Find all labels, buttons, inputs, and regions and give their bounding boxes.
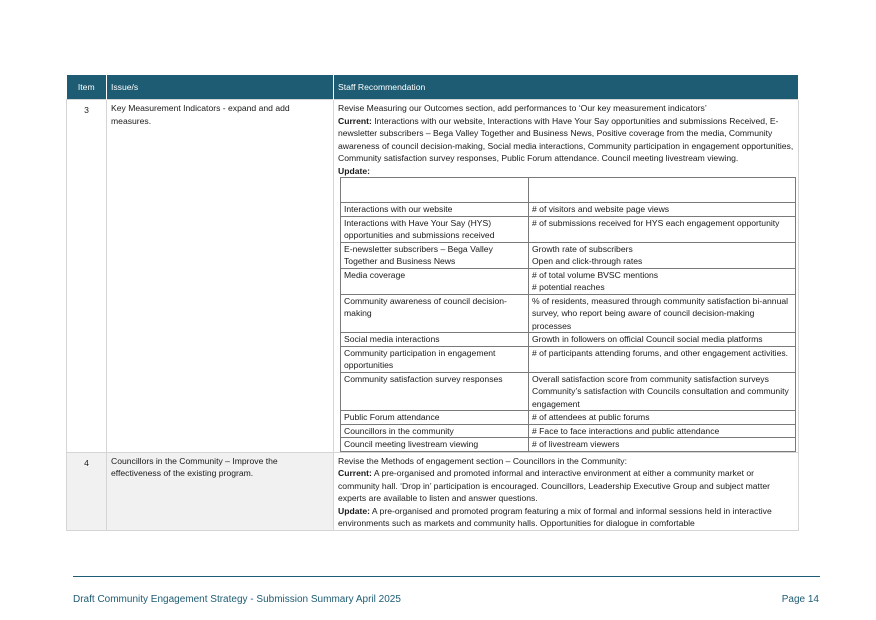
kmi-table [340, 177, 796, 452]
kmi-measure [529, 242, 796, 268]
kmi-indicator: Councillors in the community [341, 424, 529, 438]
kmi-measure [529, 411, 796, 425]
recommendation-current [338, 115, 794, 165]
kmi-row [341, 294, 796, 333]
kmi-indicator: Community satisfaction survey responses [341, 372, 529, 411]
kmi-indicator: Council meeting livestream viewing [341, 438, 529, 452]
kmi-indicator: Community participation in engagement opportunities [341, 346, 529, 372]
page-number: Page 14 [781, 594, 819, 605]
kmi-measure [529, 268, 796, 294]
table-header-row [67, 75, 799, 100]
kmi-row [341, 216, 796, 242]
kmi-row [341, 372, 796, 411]
table-row [67, 452, 799, 530]
row-recommendation [334, 100, 799, 453]
recommendation-update [338, 505, 794, 530]
update-text: A pre-organised and promoted program featuring a mix of formal and informal sessions held in interactive environments such as markets and community halls. Opportunities for dialogue in comfortable [338, 505, 772, 528]
kmi-row [341, 411, 796, 425]
current-label: Current: [338, 115, 372, 126]
kmi-measure-line: # of total volume BVSC mentions [532, 269, 659, 280]
recommendation-intro: Revise Measuring our Outcomes section, add performances to ‘Our key measurement indicators’ [338, 103, 707, 113]
row-recommendation [334, 452, 799, 530]
kmi-indicator: Media coverage [341, 268, 529, 294]
update-label: Update: [338, 165, 370, 176]
footer-divider [73, 576, 820, 577]
kmi-measure-line: # Face to face interactions and public attendance [532, 425, 720, 436]
row-item-number: 3 [67, 100, 107, 453]
kmi-measure [529, 424, 796, 438]
kmi-row [341, 203, 796, 217]
current-text: A pre-organised and promoted informal and interactive environment at either a community market or community hall. ‘Drop in’ participation is encouraged. Councillors, Leadership Executive Group and subject matter experts are available to listen and answer questions. [338, 468, 770, 503]
kmi-indicator: Interactions with our website [341, 203, 529, 217]
kmi-measure [529, 372, 796, 411]
kmi-measure [529, 346, 796, 372]
recommendation-intro: Revise the Methods of engagement section – Councillors in the Community: [338, 455, 627, 466]
table-row [67, 100, 799, 453]
header-recommendation: Staff Recommendation [334, 75, 799, 100]
kmi-row [341, 268, 796, 294]
recommendation-current [338, 467, 794, 505]
kmi-measure [529, 203, 796, 217]
kmi-measure-line: # of submissions received for HYS each engagement opportunity [532, 217, 780, 228]
kmi-header-indicator: Key measurement indicators [341, 178, 529, 203]
header-issues: Issue/s [107, 75, 334, 100]
footer-title: Draft Community Engagement Strategy - Submission Summary April 2025 [73, 594, 401, 605]
kmi-header-measure: Performance measurements [529, 178, 796, 203]
kmi-indicator: Public Forum attendance [341, 411, 529, 425]
kmi-measure [529, 438, 796, 452]
update-label: Update: [338, 505, 370, 516]
kmi-row [341, 346, 796, 372]
current-label: Current: [338, 468, 372, 478]
kmi-indicator: E-newsletter subscribers – Bega Valley Together and Business News [341, 242, 529, 268]
kmi-measure-line: # of livestream viewers [532, 439, 620, 449]
kmi-row [341, 424, 796, 438]
kmi-row [341, 333, 796, 347]
kmi-measure-line: # of attendees at public forums [532, 412, 650, 422]
kmi-measure-line: Growth rate of subscribers [532, 243, 633, 254]
header-item: Item [67, 75, 107, 100]
kmi-measure [529, 294, 796, 333]
kmi-measure [529, 216, 796, 242]
kmi-indicator: Social media interactions [341, 333, 529, 347]
row-issue: Key Measurement Indicators - expand and add measures. [107, 100, 334, 453]
kmi-row [341, 438, 796, 452]
kmi-indicator: Community awareness of council decision-making [341, 294, 529, 333]
kmi-row [341, 242, 796, 268]
kmi-measure-line: Overall satisfaction score from community satisfaction surveys [532, 373, 769, 384]
kmi-measure-line: Open and click-through rates [532, 256, 643, 266]
kmi-measure-line: Growth in followers on official Council social media platforms [532, 334, 763, 344]
kmi-measure-line: # of visitors and website page views [532, 204, 670, 214]
current-text: Interactions with our website, Interactions with Have Your Say opportunities and submissions Received, E-newsletter subscribers – Bega Valley Together and Business News, Positive coverage from the media, Community awareness of council decision-making, Social media interactions, Community participation in engagement opportunities, Community satisfaction survey responses, Public Forum attendance. Council meeting livestream viewing. [338, 115, 794, 163]
kmi-measure [529, 333, 796, 347]
row-item-number: 4 [67, 452, 107, 530]
row-issue: Councillors in the Community – Improve the effectiveness of the existing program. [107, 452, 334, 530]
kmi-measure-line: % of residents, measured through community satisfaction bi-annual survey, who report being aware of council decision-making processes [532, 295, 789, 331]
kmi-measure-line: # potential reaches [532, 282, 605, 292]
submission-summary-table [66, 75, 799, 531]
kmi-indicator: Interactions with Have Your Say (HYS) opportunities and submissions received [341, 216, 529, 242]
kmi-header-row [341, 178, 796, 203]
kmi-measure-line: Community’s satisfaction with Councils consultation and community engagement [532, 386, 789, 409]
kmi-measure-line: # of participants attending forums, and other engagement activities. [532, 347, 789, 358]
